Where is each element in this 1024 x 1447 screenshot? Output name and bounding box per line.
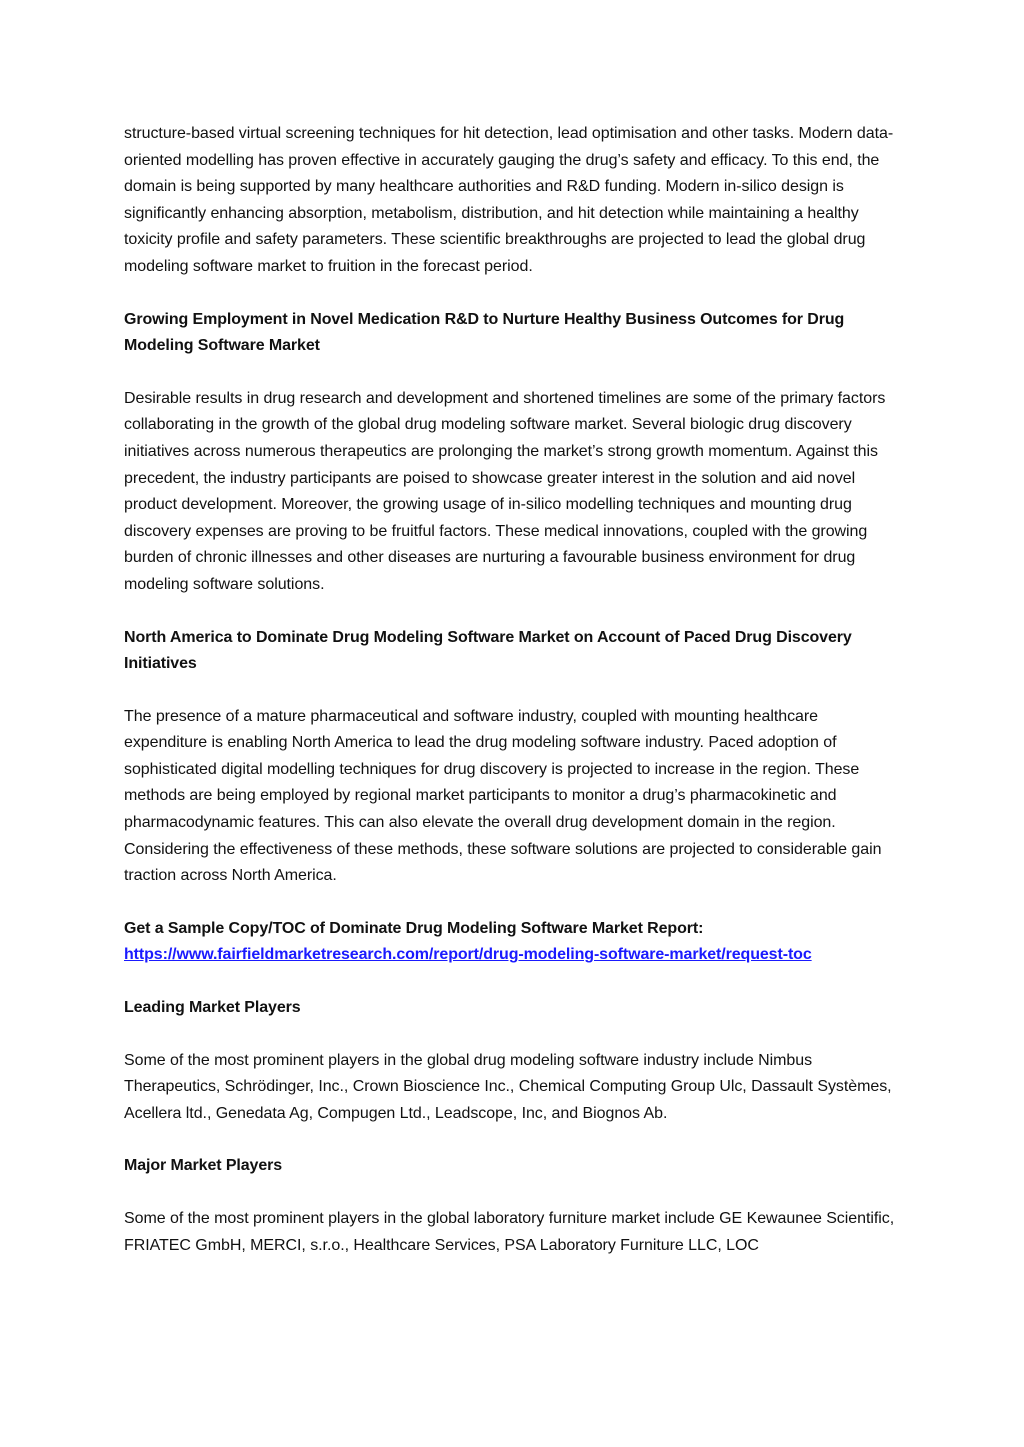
section-heading-major-players: Major Market Players xyxy=(124,1157,283,1175)
section-heading-leading-players: Leading Market Players xyxy=(124,999,301,1017)
section-heading-north-america: North America to Dominate Drug Modeling Software Market on Account of Paced Drug Discovery Initiatives xyxy=(124,628,852,673)
section-body-leading-players: Some of the most prominent players in the global drug modeling software industry include Nimbus Therapeutics, Schrödinger, Inc., Crown Bioscience Inc., Chemical Computing Group Ulc, Dassault Systèmes, Acellera ltd., Genedata Ag, Compugen Ltd., Leadscope, Inc, and Biognos Ab. xyxy=(124,1051,892,1122)
section-body-rd: Desirable results in drug research and development and shortened timelines are some of the primary factors collaborating in the growth of the global drug modeling software market. Several biologic drug discovery initiatives across numerous therapeutics are prolonging the market’s strong growth momentum. Against this precedent, the industry participants are poised to showcase greater interest in the solution and aid novel product development. Moreover, the growing usage of in-silico modelling techniques and mounting drug discovery expenses are proving to be fruitful factors. These medical innovations, coupled with the growing burden of chronic illnesses and other diseases are nurturing a favourable business environment for drug modeling software solutions. xyxy=(124,389,886,593)
sample-copy-label: Get a Sample Copy/TOC of Dominate Drug Modeling Software Market Report: xyxy=(124,919,704,937)
section-body-major-players: Some of the most prominent players in the global laboratory furniture market include GE Kewaunee Scientific, FRIATEC GmbH, MERCI, s.r.o., Healthcare Services, PSA Laboratory Furniture LLC, LOC xyxy=(124,1210,895,1254)
sample-copy-link[interactable]: https://www.fairfieldmarketresearch.com/report/drug-modeling-software-market/request-toc xyxy=(124,946,812,964)
section-body-north-america: The presence of a mature pharmaceutical and software industry, coupled with mounting healthcare expenditure is enabling North America to lead the drug modeling software industry. Paced adoption of sophisticated digital modelling techniques for drug discovery is projected to increase in the region. These methods are being employed by regional market participants to monitor a drug’s pharmacokinetic and pharmacodynamic features. This can also elevate the overall drug development domain in the region. Considering the effectiveness of these methods, these software solutions are projected to considerable gain traction across North America. xyxy=(124,707,882,885)
sample-copy-block xyxy=(124,916,900,969)
document-page xyxy=(124,121,900,1285)
intro-paragraph: structure-based virtual screening techniques for hit detection, lead optimisation and other tasks. Modern data-oriented modelling has proven effective in accurately gauging the drug’s safety and efficacy. To this end, the domain is being supported by many healthcare authorities and R&D funding. Modern in-silico design is significantly enhancing absorption, metabolism, distribution, and hit detection while maintaining a healthy toxicity profile and safety parameters. These scientific breakthroughs are projected to lead the global drug modeling software market to fruition in the forecast period. xyxy=(124,125,894,275)
section-heading-rd: Growing Employment in Novel Medication R&D to Nurture Healthy Business Outcomes for Drug Modeling Software Market xyxy=(124,310,845,355)
